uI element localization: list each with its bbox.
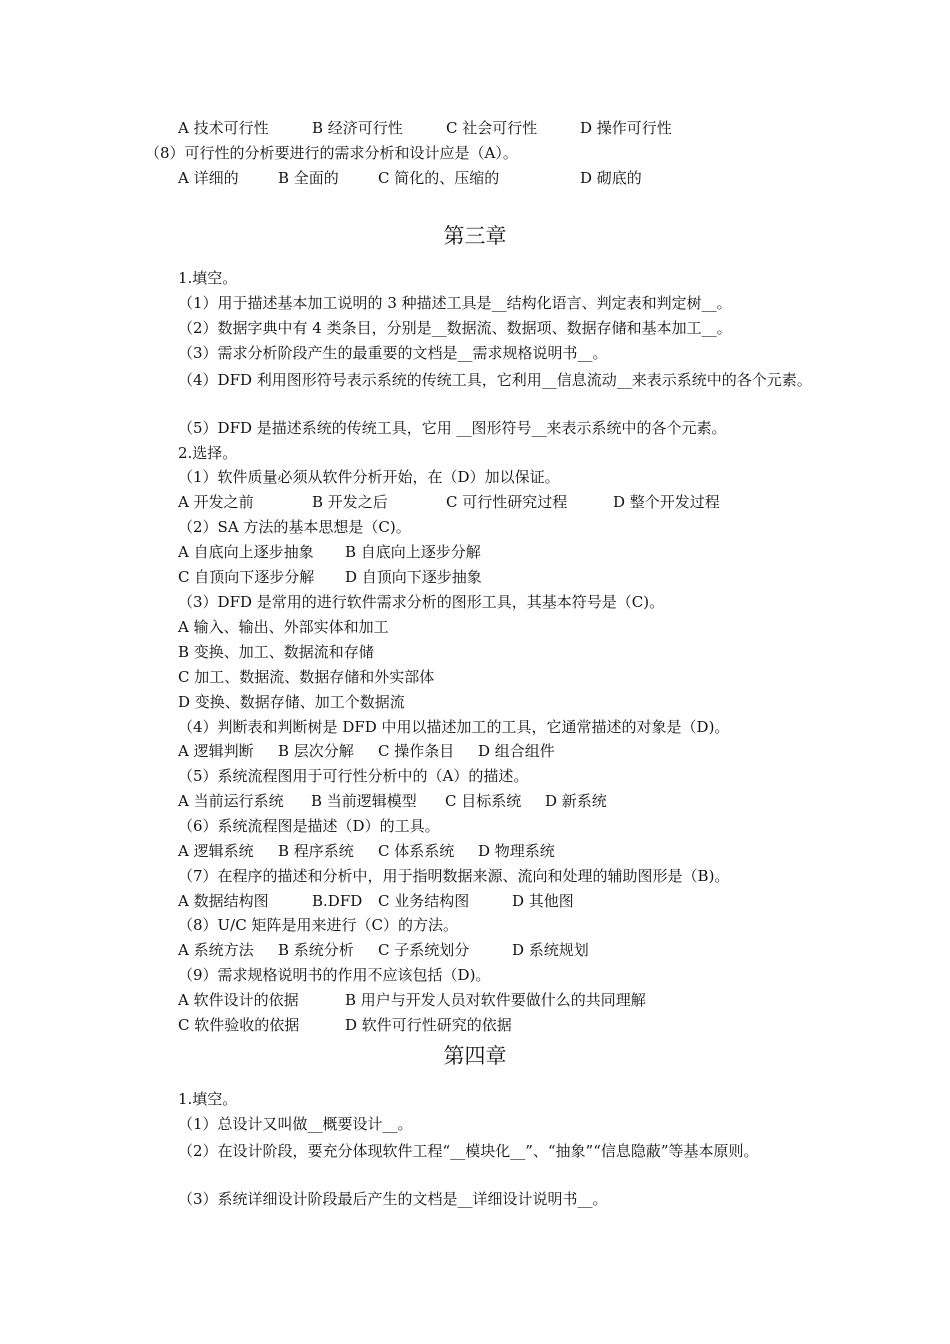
option: C 体系系统 [378,842,455,860]
option: A 技术可行性 [178,119,269,137]
option: A 当前运行系统 [178,792,284,810]
option: C 软件验收的依据 [178,1016,300,1034]
option: B 层次分解 [278,742,354,760]
option: B 开发之后 [312,493,388,511]
option: D 操作可行性 [580,119,672,137]
fill-item: （3）系统详细设计阶段最后产生的文档是__详细设计说明书__。 [178,1190,608,1208]
option: A 详细的 [178,169,239,187]
option: C 子系统划分 [378,941,470,959]
option: D 变换、数据存储、加工个数据流 [178,693,405,711]
option: D 砌底的 [580,169,642,187]
question-text: （1）软件质量必须从软件分析开始，在（D）加以保证。 [178,468,560,486]
fill-item: （2）在设计阶段，要充分体现软件工程“__模块化__”、“抽象”“信息隐蔽”等基本原则。 [178,1142,759,1160]
chapter-heading: 第三章 [443,224,507,248]
option: B 当前逻辑模型 [311,792,417,810]
option: C 可行性研究过程 [446,493,568,511]
option: C 操作条目 [378,742,455,760]
option: B.DFD [312,892,363,910]
option: A 软件设计的依据 [178,991,299,1009]
option: A 逻辑判断 [178,742,254,760]
fill-item: （1）用于描述基本加工说明的 3 种描述工具是__结构化语言、判定表和判定树__。 [178,294,732,312]
option: D 整个开发过程 [613,493,720,511]
section-label: 1.填空。 [178,269,238,287]
fill-item: （3）需求分析阶段产生的最重要的文档是__需求规格说明书__。 [178,344,608,362]
option: B 用户与开发人员对软件要做什么的共同理解 [345,991,646,1009]
question-text: （4）判断表和判断树是 DFD 中用以描述加工的工具，它通常描述的对象是（D)。 [178,718,730,736]
section-label: 2.选择。 [178,444,238,462]
option: A 系统方法 [178,941,254,959]
option: C 业务结构图 [378,892,470,910]
option: D 物理系统 [478,842,555,860]
fill-item: （4）DFD 利用图形符号表示系统的传统工具，它利用__信息流动__来表示系统中的各个元素。 [178,371,812,389]
option: D 组合组件 [478,742,555,760]
option: B 系统分析 [278,941,354,959]
question-text: （5）系统流程图用于可行性分析中的（A）的描述。 [178,767,529,785]
fill-item: （5）DFD 是描述系统的传统工具，它用 __图形符号__来表示系统中的各个元素。 [178,419,727,437]
question-text: （3）DFD 是常用的进行软件需求分析的图形工具，其基本符号是（C)。 [178,593,665,611]
option: C 社会可行性 [446,119,538,137]
option: B 变换、加工、数据流和存储 [178,643,374,661]
fill-item: （1）总设计又叫做__概要设计__。 [178,1115,413,1133]
option: D 新系统 [545,792,607,810]
option: B 程序系统 [278,842,354,860]
option: D 软件可行性研究的依据 [345,1016,512,1034]
option: D 系统规划 [512,941,589,959]
option: C 自顶向下逐步分解 [178,568,315,586]
chapter-heading: 第四章 [443,1044,507,1068]
fill-item: （2）数据字典中有 4 类条目，分别是__数据流、数据项、数据存储和基本加工__。 [178,319,732,337]
option: B 经济可行性 [312,119,403,137]
question-text: （9）需求规格说明书的作用不应该包括（D)。 [178,966,491,984]
question-text: （8）可行性的分析要进行的需求分析和设计应是（A）。 [145,144,518,162]
question-text: （6）系统流程图是描述（D）的工具。 [178,817,440,835]
option: C 目标系统 [445,792,522,810]
option: A 输入、输出、外部实体和加工 [178,618,389,636]
option: A 自底向上逐步抽象 [178,543,314,561]
option: C 简化的、压缩的 [378,169,500,187]
option: B 全面的 [278,169,339,187]
option: A 开发之前 [178,493,254,511]
option: B 自底向上逐步分解 [345,543,481,561]
option: D 自顶向下逐步抽象 [345,568,482,586]
option: D 其他图 [512,892,574,910]
question-text: （8）U/C 矩阵是用来进行（C）的方法。 [178,916,458,934]
question-text: （7）在程序的描述和分析中，用于指明数据来源、流向和处理的辅助图形是（B)。 [178,867,730,885]
option: C 加工、数据流、数据存储和外实部体 [178,668,435,686]
option: A 逻辑系统 [178,842,254,860]
question-text: （2）SA 方法的基本思想是（C)。 [178,518,411,536]
section-label: 1.填空。 [178,1090,238,1108]
option: A 数据结构图 [178,892,269,910]
